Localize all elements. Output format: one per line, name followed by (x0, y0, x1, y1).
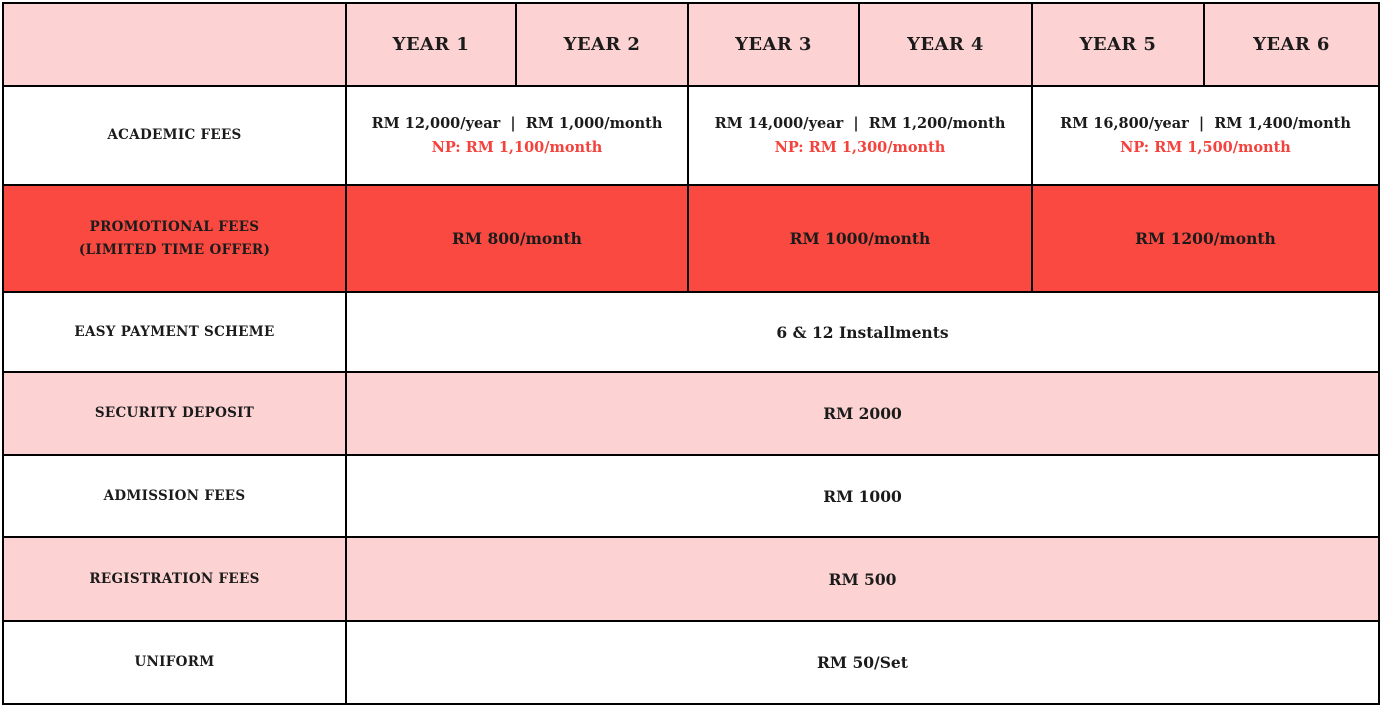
uniform-row (3, 621, 1379, 704)
promotional-year3-4: RM 1000/month (688, 185, 1032, 292)
easy-payment-label: EASY PAYMENT SCHEME (3, 292, 346, 372)
registration-fees-label: REGISTRATION FEES (3, 537, 346, 621)
easy-payment-value: 6 & 12 Installments (346, 292, 1379, 372)
year-5-header: YEAR 5 (1032, 3, 1204, 86)
promotional-year1-2: RM 800/month (346, 185, 688, 292)
header-row (3, 3, 1379, 86)
fee-table (2, 2, 1380, 705)
academic-main-value: RM 14,000/year | RM 1,200/month (714, 114, 1006, 132)
uniform-value: RM 50/Set (346, 621, 1379, 704)
academic-np-value: NP: RM 1,500/month (1120, 139, 1291, 157)
security-deposit-row (3, 372, 1379, 455)
registration-fees-value: RM 500 (346, 537, 1379, 621)
corner-cell (3, 3, 346, 86)
promotional-fees-row (3, 185, 1379, 292)
promotional-label-line1: PROMOTIONAL FEES (89, 218, 260, 235)
registration-fees-row (3, 537, 1379, 621)
promotional-year5-6: RM 1200/month (1032, 185, 1379, 292)
admission-fees-value: RM 1000 (346, 455, 1379, 537)
academic-main-value: RM 12,000/year | RM 1,000/month (371, 114, 663, 132)
academic-fees-year5-6 (1032, 86, 1379, 185)
year-2-header: YEAR 2 (516, 3, 688, 86)
year-4-header: YEAR 4 (859, 3, 1032, 86)
year-6-header: YEAR 6 (1204, 3, 1379, 86)
uniform-label: UNIFORM (3, 621, 346, 704)
year-1-header: YEAR 1 (346, 3, 516, 86)
easy-payment-row (3, 292, 1379, 372)
academic-fees-row (3, 86, 1379, 185)
admission-fees-row (3, 455, 1379, 537)
academic-np-value: NP: RM 1,100/month (431, 139, 603, 157)
admission-fees-label: ADMISSION FEES (3, 455, 346, 537)
academic-fees-year3-4 (688, 86, 1032, 185)
academic-fees-year1-2 (346, 86, 688, 185)
year-3-header: YEAR 3 (688, 3, 859, 86)
promotional-label-line2: (LIMITED TIME OFFER) (78, 241, 271, 258)
security-deposit-label: SECURITY DEPOSIT (3, 372, 346, 455)
security-deposit-value: RM 2000 (346, 372, 1379, 455)
promotional-fees-label (3, 185, 346, 292)
academic-fees-label: ACADEMIC FEES (3, 86, 346, 185)
academic-main-value: RM 16,800/year | RM 1,400/month (1060, 114, 1351, 132)
academic-np-value: NP: RM 1,300/month (774, 139, 946, 157)
